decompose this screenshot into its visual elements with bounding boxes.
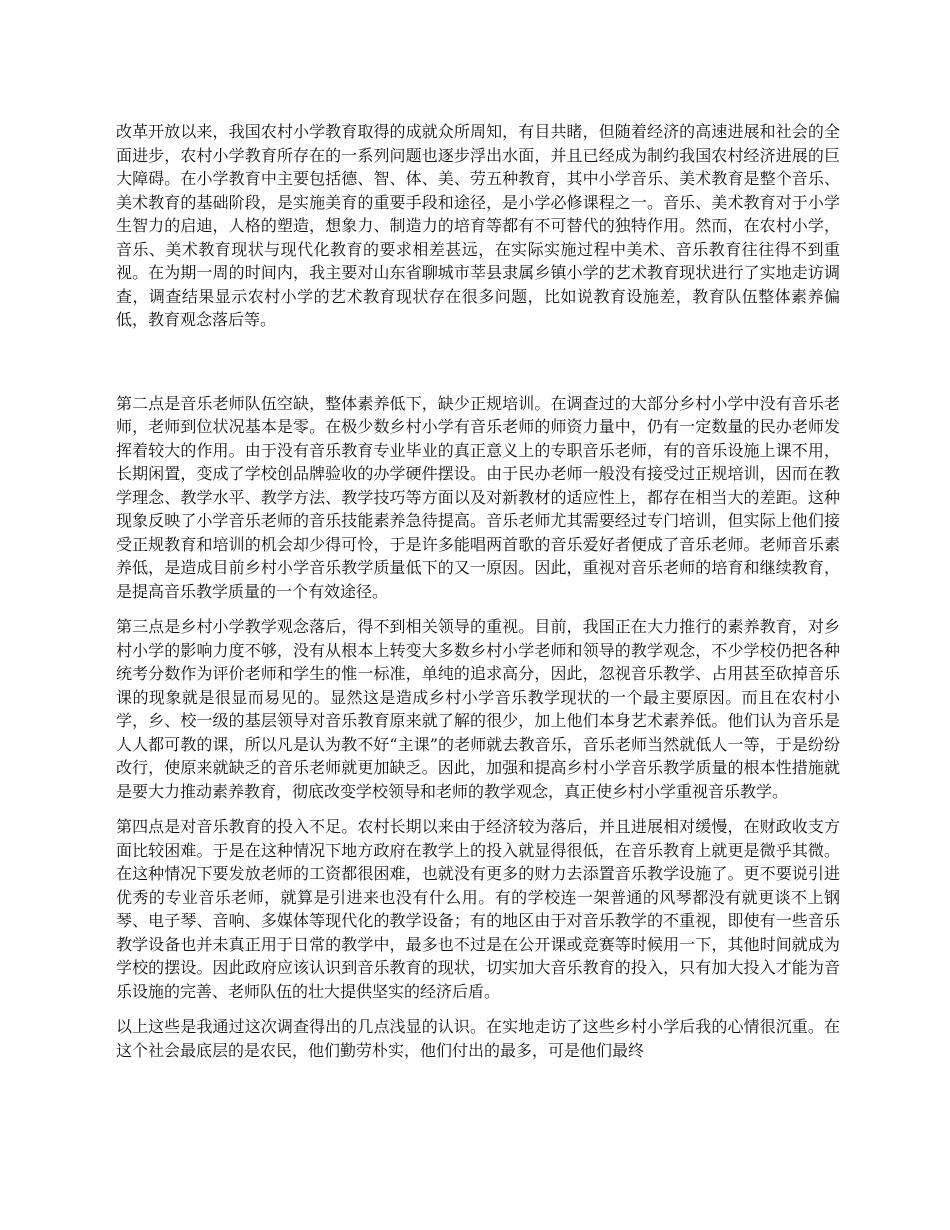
paragraph-point-two: 第二点是音乐老师队伍空缺，整体素养低下，缺少正规培训。在调查过的大部分乡村小学中没有音乐老师，老师到位状况基本是零。在极少数乡村小学有音乐老师的师资力量中，仍有一定数量的民办老师发挥着较大的作用。由于没有音乐教育专业毕业的真正意义上的专职音乐老师，有的音乐设施上课不用，长期闲置，变成了学校创品牌验收的办学硬件摆设。由于民办老师一般没有接受过正规培训，因而在教学理念、教学水平、教学方法、教学技巧等方面以及对新教材的适应性上，都存在相当大的差距。这种现象反映了小学音乐老师的音乐技能素养急待提高。音乐老师尤其需要经过专门培训，但实际上他们接受正规教育和培训的机会却少得可怜，于是许多能唱两首歌的音乐爱好者便成了音乐老师。老师音乐素养低，是造成目前乡村小学音乐教学质量低下的又一原因。因此，重视对音乐老师的培育和继续教育，是提高音乐教学质量的一个有效途径。 (116, 393, 840, 601)
paragraph-intro: 改革开放以来，我国农村小学教育取得的成就众所周知，有目共睹，但随着经济的高速进展和社会的全面进步，农村小学教育所存在的一系列问题也逐步浮出水面，并且已经成为制约我国农村经济进展的巨大障碍。在小学教育中主要包括德、智、体、美、劳五种教育，其中小学音乐、美术教育是整个音乐、美术教育的基础阶段，是实施美育的重要手段和途径，是小学必修课程之一。音乐、美术教育对于小学生智力的启迪，人格的塑造，想象力、制造力的培育等都有不可替代的独特作用。然而，在农村小学，音乐、美术教育现状与现代化教育的要求相差甚远，在实际实施过程中美术、音乐教育往往得不到重视。在为期一周的时间内，我主要对山东省聊城市莘县隶属乡镇小学的艺术教育现状进行了实地走访调查，调查结果显示农村小学的艺术教育现状存在很多问题，比如说教育设施差，教育队伍整体素养偏低，教育观念落后等。 (116, 122, 840, 329)
document-body (116, 120, 840, 1074)
paragraph-conclusion: 以上这些是我通过这次调查得出的几点浅显的认识。在实地走访了这些乡村小学后我的心情很沉重。在这个社会最底层的是农民，他们勤劳朴实，他们付出的最多，可是他们最终 (116, 1017, 840, 1060)
paragraph-point-three: 第三点是乡村小学教学观念落后，得不到相关领导的重视。目前，我国正在大力推行的素养教育，对乡村小学的影响力度不够，没有从根本上转变大多数乡村小学老师和领导的教学观念，不少学校仍把各种统考分数作为评价老师和学生的惟一标准，单纯的追求高分，因此，忽视音乐教学、占用甚至砍掉音乐课的现象就是很显而易见的。显然这是造成乡村小学音乐教学现状的一个最主要原因。而且在农村小学，乡、校一级的基层领导对音乐教育原来就了解的很少，加上他们本身艺术素养低。他们认为音乐是人人都可教的课，所以凡是认为教不好“主课”的老师就去教音乐，音乐老师当然就低人一等，于是纷纷改行，使原来就缺乏的音乐老师就更加缺乏。因此，加强和提高乡村小学音乐教学质量的根本性措施就是要大力推动素养教育，彻底改变学校领导和老师的教学观念，真正使乡村小学重视音乐教学。 (116, 617, 840, 801)
paragraph-point-four: 第四点是对音乐教育的投入不足。农村长期以来由于经济较为落后，并且进展相对缓慢，在财政收支方面比较困难。于是在这种情况下地方政府在教学上的投入就显得很低，在音乐教育上就更是微乎其微。在这种情况下要发放老师的工资都很困难，也就没有更多的财力去添置音乐教学设施了。更不要说引进优秀的专业音乐老师，就算是引进来也没有什么用。有的学校连一架普通的风琴都没有就更谈不上钢琴、电子琴、音响、多媒体等现代化的教学设备；有的地区由于对音乐教学的不重视，即使有一些音乐教学设备也并未真正用于日常的教学中，最多也不过是在公开课或竞赛等时候用一下，其他时间就成为学校的摆设。因此政府应该认识到音乐教育的现状，切实加大音乐教育的投入，只有加大投入才能为音乐设施的完善、老师队伍的壮大提供坚实的经济后盾。 (116, 817, 840, 1001)
